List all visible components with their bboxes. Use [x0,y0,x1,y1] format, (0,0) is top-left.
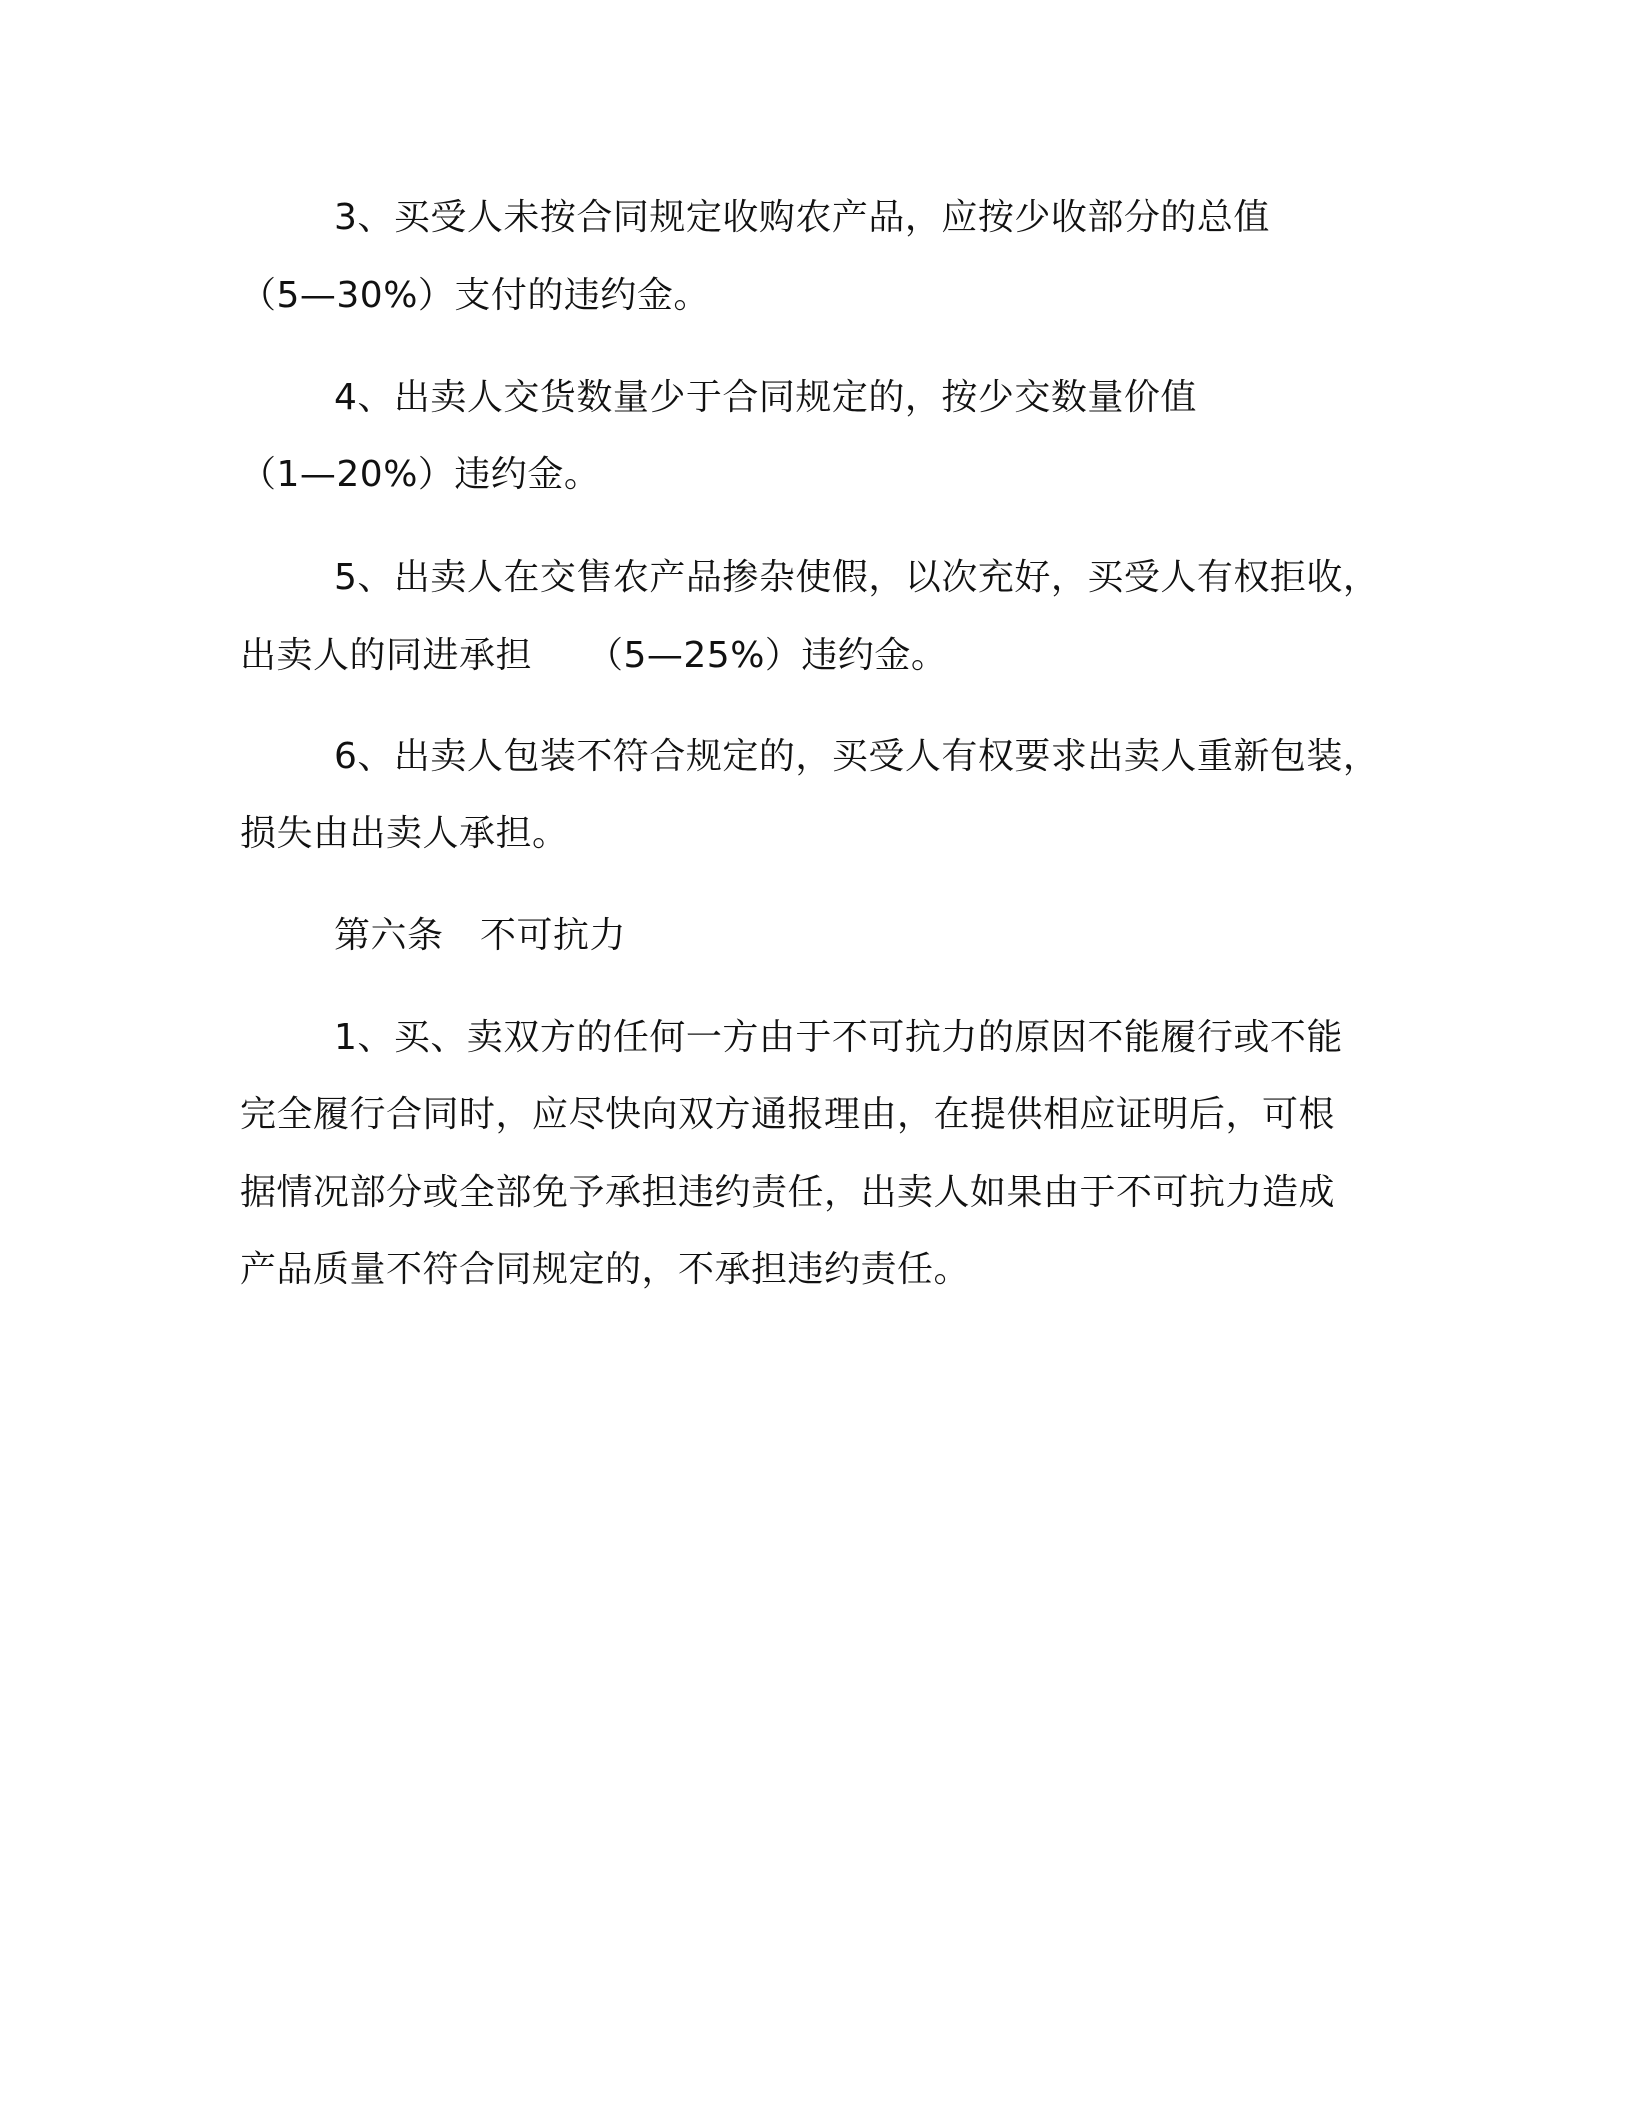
force-majeure-line-2: 完全履行合同时，应尽快向双方通报理由，在提供相应证明后，可根 [240,1094,1336,1135]
clause-4-line-1: 4、出卖人交货数量少于合同规定的，按少交数量价值 [334,377,1197,418]
clause-5-line-2: 出卖人的同进承担 （5—25%）违约金。 [240,635,948,676]
clause-3-line-2: （5—30%）支付的违约金。 [240,275,710,316]
force-majeure-line-3: 据情况部分或全部免予承担违约责任，出卖人如果由于不可抗力造成 [240,1172,1336,1213]
clause-6-line-1: 6、出卖人包装不符合规定的，买受人有权要求出卖人重新包装， [334,736,1380,777]
clause-5-line-1: 5、出卖人在交售农产品掺杂使假，以次充好，买受人有权拒收， [334,557,1380,598]
force-majeure-line-4: 产品质量不符合同规定的，不承担违约责任。 [240,1249,971,1290]
clause-3-line-1: 3、买受人未按合同规定收购农产品，应按少收部分的总值 [334,197,1270,238]
force-majeure-line-1: 1、买、卖双方的任何一方由于不可抗力的原因不能履行或不能 [334,1017,1343,1058]
clause-4-line-2: （1—20%）违约金。 [240,454,601,495]
article-heading: 第六条 不可抗力 [334,915,627,956]
clause-6-line-2: 损失由出卖人承担。 [240,813,569,854]
